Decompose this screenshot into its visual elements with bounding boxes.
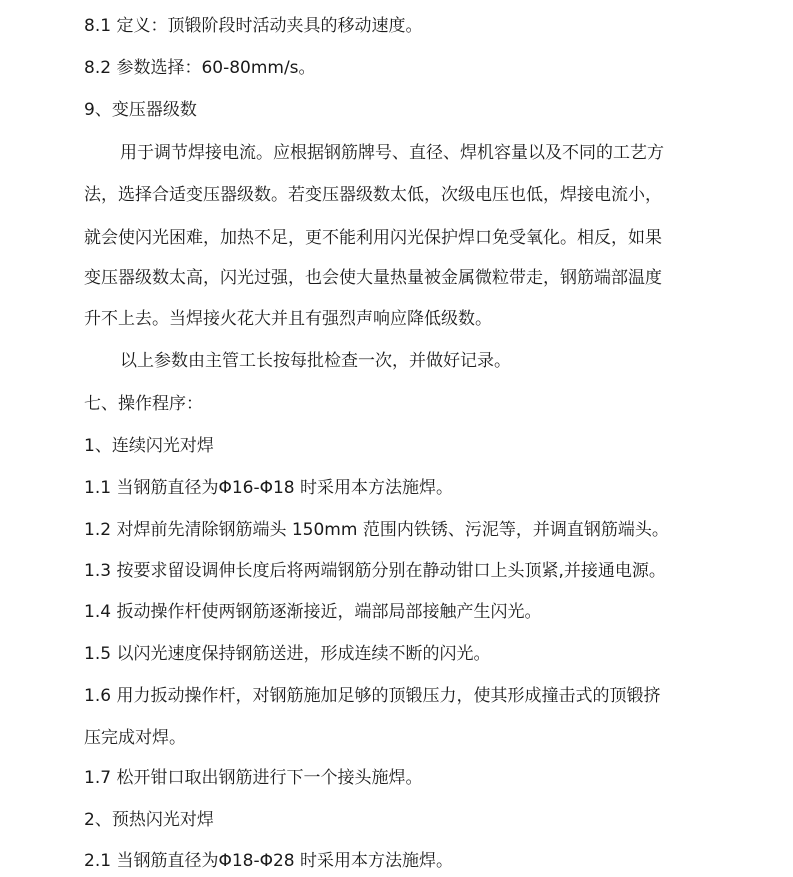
text-line-2-1: 2.1 当钢筋直径为Φ18-Φ28 时采用本方法施焊。 xyxy=(84,851,454,871)
paragraph-line: 变压器级数太高，闪光过强，也会使大量热量被金属微粒带走，钢筋端部温度 xyxy=(84,268,662,288)
text-line-1-6: 1.6 用力扳动操作杆，对钢筋施加足够的顶锻压力，使其形成撞击式的顶锻挤 xyxy=(84,686,661,706)
paragraph-line: 升不上去。当焊接火花大并且有强烈声响应降低级数。 xyxy=(84,309,492,329)
paragraph-line: 用于调节焊接电流。应根据钢筋牌号、直径、焊机容量以及不同的工艺方 xyxy=(120,143,664,163)
heading-transformer-level: 9、变压器级数 xyxy=(84,100,197,120)
paragraph-line: 法，选择合适变压器级数。若变压器级数太低，次级电压也低，焊接电流小， xyxy=(84,185,662,205)
heading-operation-procedure: 七、操作程序： xyxy=(84,394,203,414)
text-line-1-6-cont: 压完成对焊。 xyxy=(84,728,186,748)
text-line-1-2: 1.2 对焊前先清除钢筋端头 150mm 范围内铁锈、污泥等，并调直钢筋端头。 xyxy=(84,520,669,540)
text-line-1-5: 1.5 以闪光速度保持钢筋送进，形成连续不断的闪光。 xyxy=(84,644,491,664)
text-line-8-1: 8.1 定义：顶锻阶段时活动夹具的移动速度。 xyxy=(84,16,423,36)
paragraph-line: 以上参数由主管工长按每批检查一次，并做好记录。 xyxy=(120,351,511,371)
heading-preheat-flash-welding: 2、预热闪光对焊 xyxy=(84,810,214,830)
text-line-1-7: 1.7 松开钳口取出钢筋进行下一个接头施焊。 xyxy=(84,768,423,788)
text-line-1-4: 1.4 扳动操作杆使两钢筋逐渐接近，端部局部接触产生闪光。 xyxy=(84,602,542,622)
text-line-1-1: 1.1 当钢筋直径为Φ16-Φ18 时采用本方法施焊。 xyxy=(84,478,454,498)
paragraph-line: 就会使闪光困难，加热不足，更不能利用闪光保护焊口免受氧化。相反，如果 xyxy=(84,228,662,248)
heading-continuous-flash-welding: 1、连续闪光对焊 xyxy=(84,436,214,456)
text-line-8-2: 8.2 参数选择：60-80mm/s。 xyxy=(84,58,316,78)
text-line-1-3: 1.3 按要求留设调伸长度后将两端钢筋分别在静动钳口上头顶紧,并接通电源。 xyxy=(84,561,666,581)
